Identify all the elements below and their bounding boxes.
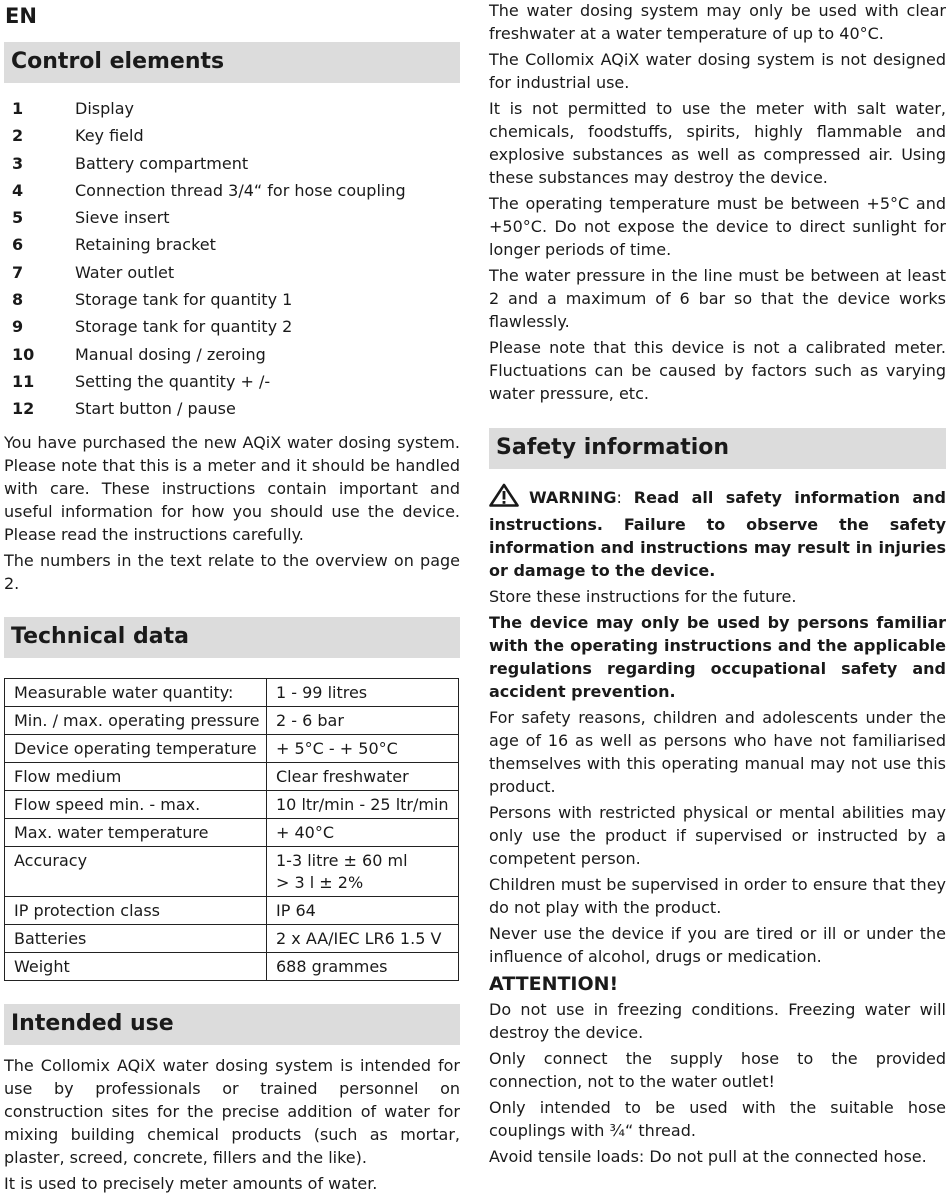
intended-use-paragraph-2: It is used to precisely meter amounts of water. [4, 1173, 378, 1193]
control-element-label: Display [75, 99, 134, 118]
technical-data-key: Measurable water quantity: [5, 678, 267, 706]
control-element-item [4, 343, 460, 370]
control-element-number: 4 [12, 180, 24, 200]
technical-data-row [5, 734, 459, 762]
control-element-label: Key field [75, 126, 144, 146]
control-element-number: 12 [12, 399, 35, 419]
control-element-number: 5 [12, 208, 24, 228]
control-element-item [4, 152, 460, 179]
control-element-item [4, 206, 460, 233]
control-element-number: 3 [12, 153, 24, 173]
technical-data-value-line: > 3 l ± 2% [276, 872, 364, 892]
control-element-number: 9 [12, 317, 24, 337]
technical-data-key: Flow speed min. - max. [5, 790, 267, 818]
technical-data-key: Min. / max. operating pressure [5, 706, 267, 734]
hose-couplings-paragraph: Only intended to be used with the suitable hose couplings with ¾“ thread. [489, 1098, 946, 1140]
technical-data-value: 10 ltr/min - 25 ltr/min [267, 790, 459, 818]
children-supervised-paragraph: Children must be supervised in order to ensure that they do not play with the product. [489, 875, 946, 917]
control-element-item [4, 179, 460, 206]
technical-data-row [5, 762, 459, 790]
control-elements-list [4, 97, 460, 425]
control-element-item [4, 370, 460, 397]
technical-data-key: IP protection class [5, 896, 267, 924]
technical-data-value: 688 grammes [267, 952, 459, 980]
technical-data-key: Batteries [5, 924, 267, 952]
tired-ill-paragraph: Never use the device if you are tired or ill or under the influence of alcohol, drugs or medication. [489, 924, 946, 966]
control-element-number: 8 [12, 290, 24, 310]
intended-use-paragraph-5: It is not permitted to use the meter with salt water, chemicals, foodstuffs, spirits, highly flammable and explosive substances as well as compressed air. Using these substances may destroy the device. [489, 99, 946, 187]
control-element-item [4, 315, 460, 342]
technical-data-value: 2 x AA/IEC LR6 1.5 V [267, 924, 459, 952]
technical-data-row [5, 952, 459, 980]
left-column [4, 0, 460, 1198]
warning-triangle-icon [489, 483, 519, 513]
control-element-label: Setting the quantity + /- [75, 371, 271, 391]
technical-data-value: 2 - 6 bar [267, 706, 459, 734]
technical-data-value-line: 1-3 litre ± 60 ml [276, 850, 408, 870]
technical-data-value: IP 64 [267, 896, 459, 924]
language-code: EN [5, 4, 37, 28]
control-element-number: 2 [12, 126, 24, 146]
technical-data-row [5, 678, 459, 706]
attention-heading: ATTENTION! [489, 973, 619, 995]
supply-hose-paragraph: Only connect the supply hose to the provided connection, not to the water outlet! [489, 1049, 946, 1091]
control-element-item [4, 233, 460, 260]
intended-use-paragraph-8: Please note that this device is not a calibrated meter. Fluctuations can be caused by factors such as varying water pressure, etc. [489, 338, 946, 403]
intended-use-paragraph-4: The Collomix AQiX water dosing system is not designed for industrial use. [489, 50, 946, 92]
technical-data-value: Clear freshwater [267, 762, 459, 790]
control-element-item [4, 397, 460, 424]
familiar-persons-paragraph: The device may only be used by persons familiar with the operating instructions and the applicable regulations regarding occupational safety and accident prevention. [489, 613, 946, 701]
freezing-paragraph: Do not use in freezing conditions. Freezing water will destroy the device. [489, 1000, 946, 1042]
control-element-item [4, 124, 460, 151]
technical-data-key: Accuracy [5, 846, 267, 896]
technical-data-row [5, 706, 459, 734]
technical-data-key: Flow medium [5, 762, 267, 790]
control-element-label: Retaining bracket [75, 235, 216, 255]
intended-use-paragraph-3: The water dosing system may only be used with clear freshwater at a water temperature of up to 40°C. [489, 1, 946, 43]
control-element-item [4, 261, 460, 288]
technical-data-row [5, 846, 459, 896]
tensile-loads-paragraph: Avoid tensile loads: Do not pull at the connected hose. [489, 1147, 927, 1166]
numbers-note: The numbers in the text relate to the overview on page 2. [4, 550, 460, 593]
control-element-label: Storage tank for quantity 1 [75, 290, 293, 310]
intended-use-paragraph-6: The operating temperature must be between +5°C and +50°C. Do not expose the device to direct sunlight for longer periods of time. [489, 194, 946, 259]
store-instructions: Store these instructions for the future. [489, 587, 797, 606]
warning-paragraph: WARNING: Read all safety information and instructions. Failure to observe the safety information and instructions may result in injuries or damage to the device. [489, 483, 946, 582]
control-element-label: Battery compartment [75, 153, 249, 173]
warning-text: Read all safety information and instructions. Failure to observe the safety information and instructions may result in injuries or damage to the device. [489, 488, 946, 580]
control-element-number: 6 [12, 235, 24, 255]
intro-paragraph: You have purchased the new AQiX water dosing system. Please note that this is a meter and it should be handled with care. These instructions contain important and useful information for how you should use the device. Please read the instructions carefully. [4, 432, 460, 544]
control-element-label: Storage tank for quantity 2 [75, 317, 293, 337]
technical-data-key: Max. water temperature [5, 818, 267, 846]
intended-use-paragraph-1: The Collomix AQiX water dosing system is intended for use by professionals or trained personnel on construction sites for the precise addition of water for mixing building chemical products (such as mortar, plaster, screed, concrete, fillers and the like). [4, 1055, 460, 1167]
technical-data-row [5, 896, 459, 924]
control-elements-heading: Control elements [4, 42, 460, 83]
technical-data-value [267, 846, 459, 896]
control-element-label: Connection thread 3/4“ for hose coupling [75, 180, 406, 200]
control-element-label: Sieve insert [75, 208, 170, 228]
control-element-item [4, 97, 460, 124]
safety-information-heading: Safety information [489, 428, 946, 469]
technical-data-key: Weight [5, 952, 267, 980]
warning-label: WARNING [529, 488, 617, 507]
control-element-label: Start button / pause [75, 399, 236, 419]
technical-data-row [5, 924, 459, 952]
control-element-number: 11 [12, 371, 35, 391]
control-element-label: Manual dosing / zeroing [75, 344, 266, 364]
intended-use-heading: Intended use [4, 1004, 460, 1045]
technical-data-value: + 5°C - + 50°C [267, 734, 459, 762]
restricted-abilities-paragraph: Persons with restricted physical or mental abilities may only use the product if supervised or instructed by a competent person. [489, 803, 946, 868]
technical-data-heading: Technical data [4, 617, 460, 658]
control-element-number: 7 [12, 262, 24, 282]
technical-data-row [5, 818, 459, 846]
children-age-paragraph: For safety reasons, children and adolescents under the age of 16 as well as persons who have not familiarised themselves with this operating manual may not use this product. [489, 708, 946, 796]
control-element-label: Water outlet [75, 262, 175, 282]
intended-use-paragraph-7: The water pressure in the line must be between at least 2 and a maximum of 6 bar so that the device works flawlessly. [489, 266, 946, 331]
technical-data-value: 1 - 99 litres [267, 678, 459, 706]
control-element-number: 10 [12, 344, 35, 364]
control-element-number: 1 [12, 99, 24, 118]
technical-data-value: + 40°C [267, 818, 459, 846]
technical-data-row [5, 790, 459, 818]
technical-data-table [4, 678, 459, 981]
control-element-item [4, 288, 460, 315]
technical-data-key: Device operating temperature [5, 734, 267, 762]
right-column [489, 0, 946, 1171]
